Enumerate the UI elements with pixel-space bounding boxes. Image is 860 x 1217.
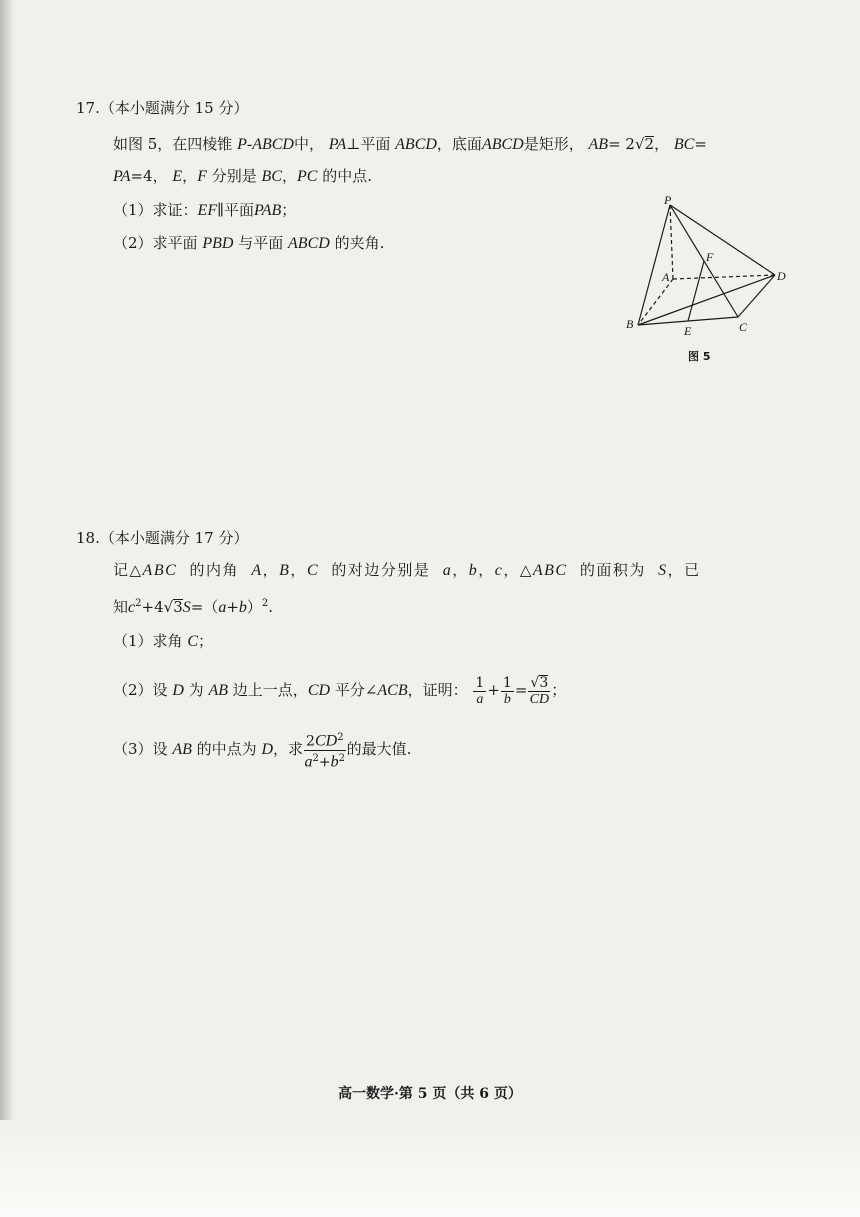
math-var: PA — [113, 168, 131, 185]
label-C: C — [739, 320, 748, 334]
text: ） — [246, 598, 262, 616]
figure-caption: 图 5 — [688, 350, 711, 363]
math-var: BC — [261, 168, 282, 185]
text: （1）求证： — [113, 201, 198, 219]
scan-edge-shadow — [0, 0, 14, 1217]
math-var: P-ABCD — [237, 136, 294, 153]
exponent: 2 — [338, 752, 346, 764]
label-B: B — [626, 317, 634, 331]
text: 的面积为 — [579, 561, 646, 579]
text: 中， — [293, 135, 324, 153]
math-var: AB — [172, 741, 192, 759]
math-var: CD — [307, 682, 331, 699]
pyramid-figure — [620, 195, 800, 370]
math-var: b — [330, 753, 339, 771]
label-F: F — [706, 250, 714, 264]
text: ∥平面 — [217, 201, 255, 219]
text: ，证明： — [407, 681, 468, 699]
sqrt-radicand: 3 — [539, 674, 549, 691]
text: 平分∠ — [334, 681, 378, 699]
text: ⊥平面 — [346, 135, 391, 153]
text: 边上一点， — [232, 681, 308, 699]
text: （1）求角 — [113, 632, 183, 650]
text: ， — [452, 561, 469, 579]
text: 记△ — [113, 561, 143, 579]
text: 分别是 — [211, 167, 257, 185]
math-var: AB — [588, 136, 609, 153]
q18-part3 — [113, 730, 411, 770]
plus-sign: + — [487, 681, 500, 699]
math-var: S — [658, 562, 668, 579]
plus-sign: + — [318, 754, 331, 771]
text: 与平面 — [238, 234, 284, 252]
scan-bottom-fade — [0, 1120, 860, 1217]
sqrt-radicand: 3 — [173, 598, 183, 616]
text: ，△ — [503, 561, 533, 579]
text: ； — [198, 632, 214, 650]
text: ， — [478, 561, 495, 579]
label-P: P — [664, 195, 672, 207]
edge-BD — [638, 275, 775, 325]
math-var: PAB — [254, 202, 282, 219]
math-var: a — [304, 753, 313, 771]
fraction-1-over-b — [501, 675, 514, 708]
label-E: E — [684, 324, 692, 338]
math-var: ABC — [142, 562, 178, 579]
text: ，底面 — [436, 135, 482, 153]
text: 的对边分别是 — [331, 561, 431, 579]
text: + — [226, 598, 239, 616]
label-D: D — [777, 269, 786, 283]
math-var: E — [172, 168, 183, 185]
math-var: PC — [297, 168, 318, 185]
text: = 2 — [608, 135, 635, 153]
exponent: 2 — [135, 598, 142, 609]
fraction-2CD2-over-a2b2 — [304, 730, 346, 770]
text: ， — [654, 135, 670, 153]
denominator: a — [476, 691, 484, 707]
segment-EF — [688, 261, 704, 321]
math-var: ABCD — [288, 235, 330, 252]
text: ； — [281, 201, 297, 219]
text: ，求 — [273, 740, 304, 759]
text: 是矩形， — [523, 135, 584, 153]
text: 为 — [188, 681, 204, 699]
text: 的中点为 — [196, 740, 257, 759]
math-var: ABC — [532, 562, 568, 579]
text: ， — [290, 561, 307, 579]
q18-part2 — [113, 673, 566, 708]
text: ； — [551, 681, 567, 699]
math-var: ABCD — [481, 136, 524, 153]
text: （2）设 — [113, 681, 168, 699]
math-var: EF — [197, 202, 218, 219]
math-var: D — [261, 741, 274, 759]
text: 知 — [113, 598, 129, 616]
text: （2）求平面 — [113, 234, 198, 252]
q18-header: 18.（本小题满分 17 分） — [76, 529, 249, 547]
edge-PB — [638, 205, 670, 325]
math-var: a — [442, 562, 453, 579]
math-var: ABCD — [395, 136, 437, 153]
q17-stem-line2 — [113, 166, 372, 187]
math-var: A — [251, 562, 263, 579]
sqrt-radicand: 2 — [644, 135, 655, 153]
fraction-1-over-a — [473, 675, 486, 708]
math-var: c — [128, 599, 136, 616]
math-var: BC — [673, 136, 695, 153]
exponent: 2 — [337, 732, 344, 743]
text: 2 — [306, 733, 315, 750]
text: . — [268, 598, 274, 616]
text: 如图 5，在四棱锥 — [113, 135, 233, 153]
q17-part1 — [113, 200, 296, 221]
math-var: a — [218, 599, 227, 616]
math-var: C — [306, 562, 320, 579]
math-var: F — [197, 168, 207, 185]
page-footer: 高一数学·第 5 页（共 6 页） — [338, 1086, 522, 1102]
text: ， — [282, 167, 298, 185]
numerator: 1 — [502, 674, 512, 691]
numerator: 1 — [475, 674, 485, 691]
q17-stem-line1: 如图 5，在四棱锥 P-ABCD中， PA⊥平面 ABCD，底面ABCD是矩形， AB= 2√2， BC= — [113, 135, 707, 153]
denominator: CD — [529, 691, 550, 707]
q17-part2 — [113, 233, 384, 254]
math-var: ACB — [377, 682, 408, 699]
math-var: D — [172, 682, 184, 699]
math-var: AB — [208, 682, 229, 699]
q18-part1 — [113, 631, 213, 652]
edge-PD — [670, 205, 775, 275]
text: 的内角 — [189, 561, 240, 579]
fraction-sqrt3-over-CD: $\frac{√3}{CD}$ — [529, 674, 550, 707]
edge-AD — [673, 275, 775, 279]
q18-stem-line2: 知$c^2+4√3S=(a+b)^2$. — [113, 598, 274, 616]
math-var: c — [494, 562, 504, 579]
equals-sign: = — [514, 681, 528, 699]
exponent: 2 — [261, 598, 269, 609]
math-var: PBD — [202, 235, 234, 252]
text: ， — [182, 167, 198, 185]
q17-header: 17.（本小题满分 15 分） — [76, 99, 249, 117]
denominator: b — [503, 691, 511, 707]
text: +4 — [141, 598, 164, 616]
q18-stem-line1 — [113, 560, 701, 581]
text: ， — [262, 561, 280, 579]
edge-PA — [670, 205, 673, 279]
math-var: S — [182, 599, 191, 616]
text: （3）设 — [113, 740, 168, 759]
math-var: C — [187, 633, 198, 650]
text: 的中点. — [322, 167, 373, 185]
text: =（ — [190, 598, 219, 616]
math-var: PA — [328, 136, 347, 153]
text: 的夹角. — [334, 234, 385, 252]
label-A: A — [662, 270, 670, 284]
text: =4， — [130, 167, 168, 185]
math-var: B — [279, 562, 291, 579]
exponent: 2 — [312, 752, 319, 764]
text: = — [694, 135, 707, 153]
text: 的最大值. — [346, 740, 412, 759]
text: ，已 — [667, 561, 701, 579]
math-var: CD — [314, 732, 338, 750]
math-var: b — [238, 599, 247, 616]
math-var: b — [468, 562, 479, 579]
